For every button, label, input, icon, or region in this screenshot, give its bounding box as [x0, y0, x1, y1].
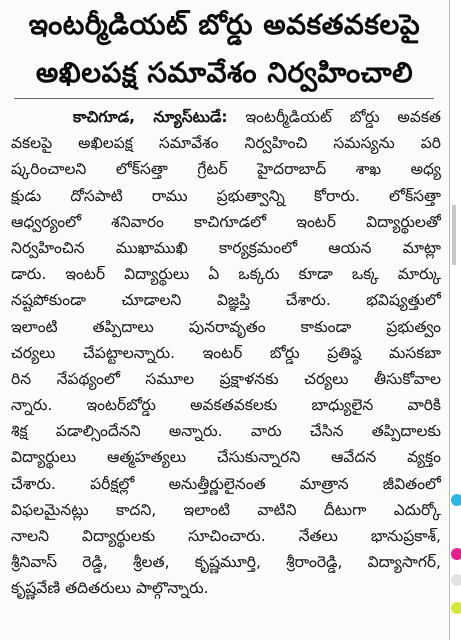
article-line: నిర్వహించిన ముఖాముఖి కార్యక్రమంలో ఆయన మాట్లా [11, 238, 441, 257]
headline-divider [14, 98, 434, 99]
article-line: వకలపై అఖిలపక్ష సమావేశం నిర్వహించి సమస్యను పరి [11, 134, 441, 153]
article-line: రిన నేపథ్యంలో సమూల ప్రక్షాళనకు చర్యలు తీసుకోవాల [11, 369, 441, 388]
article-line: శిక్ష పడాల్సిందేనని అన్నారు. వారు చేసిన తప్పిదాలకు [11, 422, 441, 441]
article-line: కృష్ణవేణి తదితరులు పాల్గొన్నారు. [11, 579, 209, 598]
article-line: ఆధ్వర్యంలో శనివారం కాచిగూడలో ఇంటర్ విద్యార్థులతో [11, 212, 441, 231]
edge-dot [451, 548, 461, 560]
article-line: కాచిగూడ, న్యూస్‌టుడే: ఇంటర్మీడియట్ బోర్డు అవకత [73, 108, 441, 126]
headline-line-2: అఖిలపక్ష సమావేశం నిర్వహించాలి [35, 56, 414, 89]
article-line: ష్కరించాలని లోక్‌సత్తా గ్రేటర్ హైదరాబాద్ శాఖ అధ్య [11, 160, 441, 179]
article-line: చర్యలు చేపట్టాలన్నారు. ఇంటర్ బోర్డు ప్రతిష్ఠ మసకబా [11, 343, 441, 362]
edge-dot [451, 602, 461, 614]
article-line: నాలని విద్యార్థులకు సూచించారు. నేతలు భానుప్రకాశ్, [11, 527, 441, 545]
article-line: శ్రీనివాస్ రెడ్డి, శ్రీలత, కృష్ణమూర్తి, శ్రీరాంరెడ్డి, విద్యాసాగర్, [11, 553, 441, 572]
article-line: విఫలమైనట్లు కాదని, ఇలాంటి వాటిని దీటుగా ఎదుర్కో [11, 500, 441, 519]
headline-line-1: ఇంటర్మీడియట్ బోర్డు అవకతవకలపై [28, 8, 421, 41]
article-line: క్షుడు దోసపాటి రాము ప్రభుత్వాన్ని కోరారు. లోక్‌సత్తా [11, 186, 441, 205]
edge-dot [451, 574, 461, 586]
article-body [11, 104, 441, 602]
edge-dot [451, 494, 461, 506]
article-line: చేశారు. పరీక్షల్లో అనుత్తీర్ణులైనంత మాత్రాన జీవితంలో [11, 474, 441, 493]
article-line: ఇలాంటి తప్పిదాలు పునరావృతం కాకుండా ప్రభుత్వం [11, 317, 441, 336]
article-line: డారు. ఇంటర్ విద్యార్థులు ఏ ఒక్కరు కూడా ఒక్క మార్కు [11, 265, 441, 284]
article-line: విద్యార్థులు ఆత్మహత్యలు చేసుకున్నారని ఆవేదన వ్యక్తం [11, 448, 441, 467]
dateline: కాచిగూడ, న్యూస్‌టుడే: [73, 108, 228, 126]
article-line: నష్టపోకుండా చూడాలని విజ్ఞప్తి చేశారు. భవిష్యత్తులో [11, 291, 441, 310]
page-edge-mark [452, 205, 456, 265]
article-line: న్నారు. ఇంటర్‌బోర్డు అవకతవకలకు బాధ్యులైన వారికి [11, 396, 441, 415]
